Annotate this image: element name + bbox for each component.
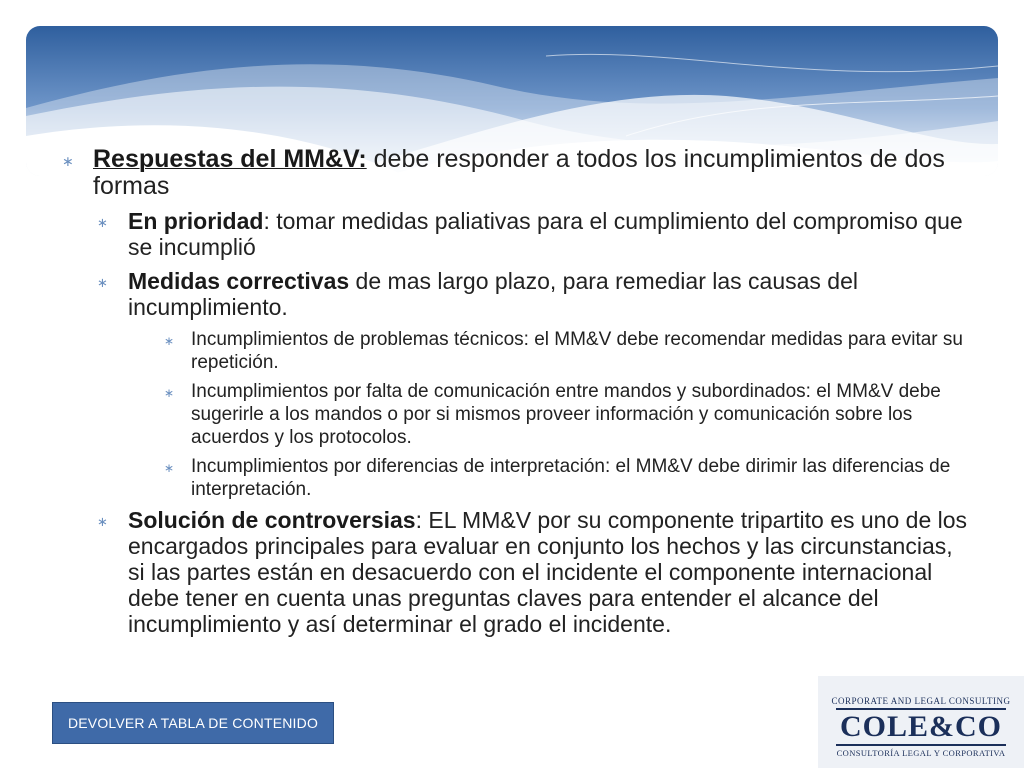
logo-name: COLE&CO: [839, 710, 1002, 743]
bullet-level2-correctivas: [62, 268, 972, 320]
logo-divider: [836, 744, 1006, 746]
item-bold-label: Respuestas del MM&V:: [93, 145, 367, 173]
bullet-level2-controversias: [62, 507, 972, 637]
bullet-level3-interpretacion: [62, 455, 972, 501]
bullet-marker-icon: ∗: [62, 154, 74, 170]
back-to-contents-button[interactable]: DEVOLVER A TABLA DE CONTENIDO: [52, 702, 334, 744]
bullet-marker-icon: ∗: [97, 515, 108, 530]
item-text: debe responder a todos los incumplimientos de dos formas: [93, 145, 945, 200]
item-text: Incumplimientos por diferencias de interpretación: el MM&V debe dirimir las diferencias de interpretación.: [191, 456, 951, 500]
bullet-level1-respuestas: [62, 146, 972, 200]
bullet-marker-icon: ∗: [164, 461, 175, 475]
item-text: de mas largo plazo, para remediar las causas del incumplimiento.: [128, 268, 858, 320]
bullet-level3-comunicacion: [62, 380, 972, 449]
logo-bottom-line: CONSULTORÍA LEGAL Y CORPORATIVA: [836, 748, 1006, 758]
bullet-marker-icon: ∗: [97, 216, 108, 231]
cole-co-logo: [818, 676, 1024, 768]
bullet-marker-icon: ∗: [164, 334, 175, 348]
bullet-marker-icon: ∗: [164, 386, 175, 400]
slide-body: [62, 146, 972, 645]
bullet-level3-tecnicos: [62, 328, 972, 374]
item-text: Incumplimientos por falta de comunicación entre mandos y subordinados: el MM&V debe sugerirle a los mandos o por si mismos proveer información y comunicación sobre los acuerdos y los protocolos.: [191, 381, 941, 448]
item-bold-label: En prioridad: [128, 208, 264, 234]
item-text: : tomar medidas paliativas para el cumplimiento del compromiso que se incumplió: [128, 208, 963, 260]
item-text: : EL MM&V por su componente tripartito es uno de los encargados principales para evaluar en conjunto los hechos y las circunstancias, si las partes están en desacuerdo con el incidente el componente internacional debe tener en cuenta unas preguntas claves para entender el alcance del incumplimiento y así determinar el grado el incidente.: [128, 507, 968, 637]
bullet-level2-prioridad: [62, 208, 972, 260]
item-text: Incumplimientos de problemas técnicos: el MM&V debe recomendar medidas para evitar su repetición.: [191, 329, 963, 373]
item-bold-label: Solución de controversias: [128, 507, 416, 533]
logo-top-line: CORPORATE AND LEGAL CONSULTING: [831, 696, 1011, 706]
item-bold-label: Medidas correctivas: [128, 268, 350, 294]
bullet-marker-icon: ∗: [97, 276, 108, 291]
